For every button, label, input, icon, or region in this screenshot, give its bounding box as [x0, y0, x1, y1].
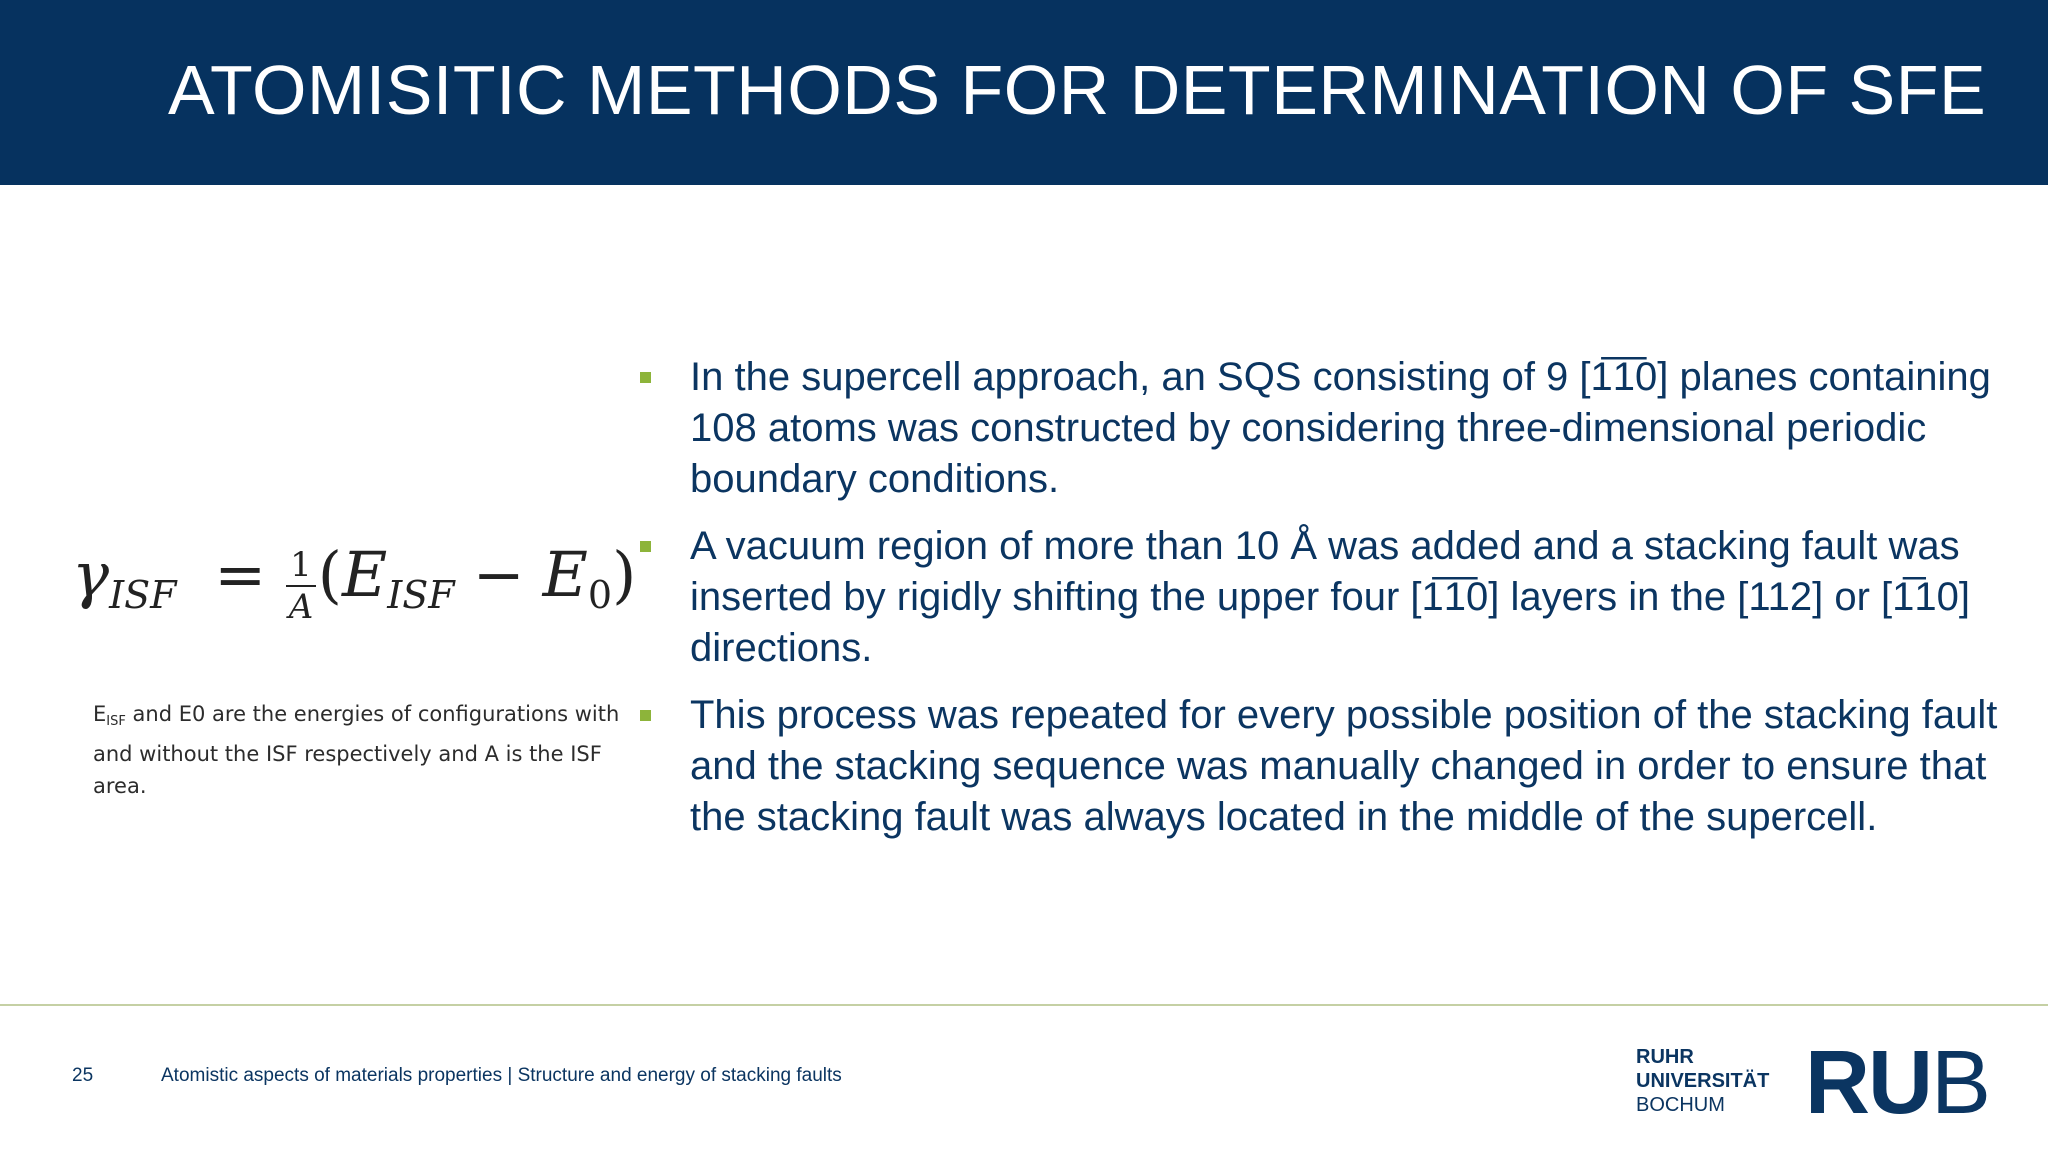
rub-logo-regular: B [1931, 1033, 1990, 1133]
bullet-square-icon [640, 541, 651, 552]
formula-e0-subscript: 0 [587, 573, 613, 617]
formula-e0: E [542, 538, 588, 611]
formula-fraction [286, 545, 316, 627]
formula-denominator: A [288, 587, 314, 627]
formula-e-isf-subscript: ISF [387, 573, 455, 617]
formula-gamma-subscript: ISF [109, 573, 177, 617]
bullet-square-icon [640, 372, 651, 383]
bullet-square-icon [640, 710, 651, 721]
bullet-item [640, 521, 2010, 674]
formula-numerator: 1 [286, 545, 316, 587]
rub-logo-bold: RU [1805, 1033, 1931, 1133]
page-number: 25 [72, 1065, 94, 1086]
slide-title: ATOMISITIC METHODS FOR DETERMINATION OF SFE [168, 51, 1987, 129]
formula-open-paren: ( [317, 538, 342, 611]
bullet-item [640, 352, 2010, 505]
formula-minus: − [472, 538, 525, 611]
bullet-text: A vacuum region of more than 10 Å was added and a stacking fault was inserted by rigidly shifting the upper four [1̅1̅0] layers in the [112] or [1̅10] directions. [690, 524, 1970, 670]
formula-note-e-subscript: ISF [106, 714, 126, 729]
rub-logo [1805, 1032, 1989, 1135]
university-name-line1: RUHR [1636, 1046, 1694, 1068]
university-name [1636, 1045, 1769, 1117]
bullet-text: This process was repeated for every possible position of the stacking fault and the stacking sequence was manually changed in order to ensure that the stacking fault was always located in the middle of the supercell. [690, 693, 1998, 839]
formula-e-isf: E [342, 538, 388, 611]
formula-gamma: γ [72, 538, 110, 611]
formula-note-e: E [93, 702, 107, 726]
isf-energy-formula [72, 538, 637, 638]
footer-divider [0, 1004, 2048, 1006]
formula-close-paren: ) [612, 538, 637, 611]
bullet-item [640, 690, 2010, 843]
formula-note-text: and E0 are the energies of configurations with and without the ISF respectively and A is the ISF area. [93, 702, 620, 798]
formula-equals: = [214, 538, 267, 611]
formula-note [93, 698, 623, 802]
university-name-line3: BOCHUM [1636, 1094, 1725, 1116]
university-name-line2: UNIVERSITÄT [1636, 1070, 1770, 1092]
bullet-list [640, 352, 2010, 859]
bullet-text: In the supercell approach, an SQS consisting of 9 [1̅1̅0] planes containing 108 atoms was constructed by considering three-dimensional periodic boundary conditions. [690, 355, 1991, 501]
footer-text: Atomistic aspects of materials properties | Structure and energy of stacking faults [161, 1065, 842, 1086]
